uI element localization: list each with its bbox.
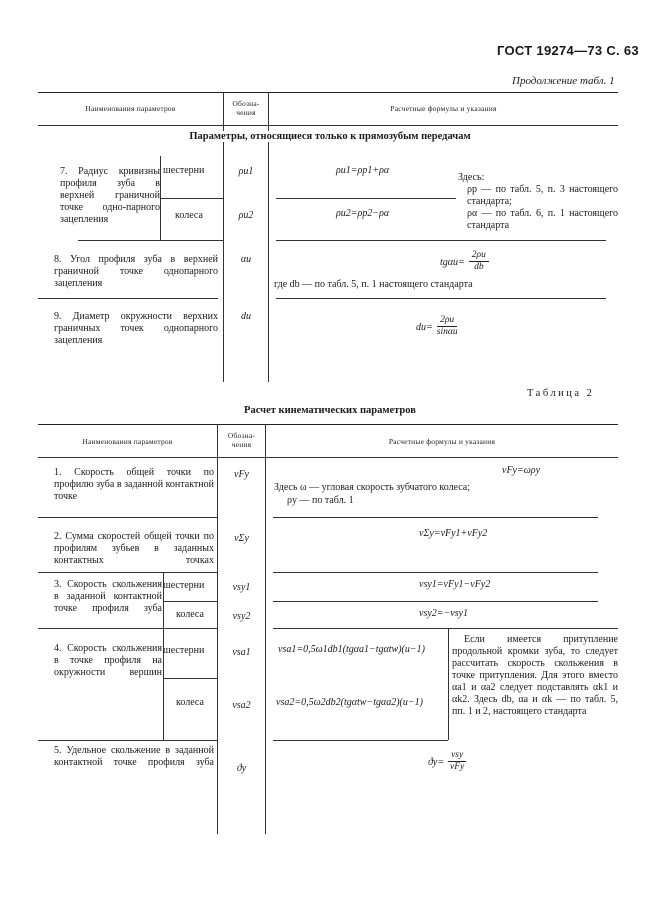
t1-row7-sub-rule — [160, 198, 223, 199]
table1-top-rule — [38, 92, 618, 93]
t1-row8-fraction — [469, 250, 489, 273]
t2-row3-sym2: vsy2 — [232, 611, 251, 622]
t2-row4-formula2: vsa2=0,5ω2db2(tgαtw−tgαa2)(u−1) — [276, 697, 423, 708]
t1-row9-name: 9. Диаметр окружности верхних граничных точек однопарного зацепления — [54, 311, 218, 346]
t2-row2-name: 2. Сумма скоростей общей точки по профилям зубьев в заданных контактных точках — [54, 531, 214, 566]
t2-row5-frac-den: vFy — [450, 762, 465, 772]
t2-row1-note2: ρy — по табл. 1 — [287, 495, 354, 506]
table2-col-formula-header: Расчетные формулы и указания — [388, 437, 496, 446]
t2-row1-bottom-rule-right — [273, 517, 598, 518]
table2-top-rule — [38, 424, 618, 425]
t1-row9-frac-num: 2ρu — [437, 315, 457, 327]
t1-row8-formula — [440, 250, 489, 273]
table1-header-rule — [38, 125, 618, 126]
table2-title: Расчет кинематических параметров — [244, 405, 416, 416]
table2-vrule-2 — [265, 424, 266, 834]
t1-row7-note-l3: ρα — по табл. 6, п. 1 настоящего стандарта — [467, 208, 618, 231]
t2-row4-name: 4. Скорость скольжения в точке профиля на окружности вершин — [54, 643, 162, 678]
t2-row3-formula2: vsy2=−vsy1 — [419, 608, 469, 619]
t2-row3-formula-rule — [273, 601, 598, 602]
t1-row8-bottom-rule — [38, 298, 218, 299]
t2-row5-formula — [428, 750, 466, 773]
t1-row8-sym: αu — [240, 254, 252, 265]
t2-row1-bottom-rule — [38, 517, 218, 518]
t1-row8-frac-num: 2ρu — [469, 250, 489, 262]
t1-row7-formula2: ρu2=ρp2−ρα — [336, 208, 390, 219]
t2-row5-sym: ϑy — [236, 763, 247, 774]
t2-row4-note-vrule — [448, 628, 449, 740]
t2-row4-formula1: vsa1=0,5ω1db1(tgαa1−tgαtw)(u−1) — [278, 644, 425, 655]
t2-row4-sub-gear: колеса — [176, 697, 204, 708]
t1-row9-formula — [416, 315, 458, 338]
table1-col-formula-header: Расчетные формулы и указания — [390, 104, 497, 113]
t1-row7-sub-pinion: шестерни — [163, 165, 205, 176]
t2-row3-sub-pinion: шестерни — [163, 580, 205, 591]
t1-row9-sym: du — [241, 311, 251, 322]
t2-row3-name: 3. Скорость скольжения в заданной контактной точке профиля зуба — [54, 579, 162, 614]
t2-row3-sub-gear: колеса — [176, 609, 204, 620]
table2-caption: Таблица 2 — [527, 388, 595, 399]
page-header: ГОСТ 19274—73 С. 63 — [497, 43, 639, 58]
table1-section-title: Параметры, относящиеся только к прямозубым передачам — [100, 131, 560, 142]
table2-header-rule — [38, 457, 618, 458]
t2-row4-bottom-rule — [38, 740, 218, 741]
t2-row3-bottom-rule — [38, 628, 218, 629]
t2-row1-sym: vFy — [234, 469, 249, 480]
t2-row5-name: 5. Удельное скольжение в заданной контактной точке профиля зуба — [54, 745, 214, 768]
t2-row1-name: 1. Скорость общей точки по профилю зуба в заданной контактной точке — [54, 467, 214, 502]
t1-row7-note-l1: Здесь: — [458, 172, 485, 183]
t1-row7-formula-rule — [276, 198, 456, 199]
t1-row7-sub-gear: колеса — [175, 210, 203, 221]
t2-row5-fraction — [448, 750, 466, 773]
t2-row3-sub-rule — [163, 601, 218, 602]
t1-row8-note: где db — по табл. 5, п. 1 настоящего стандарта — [274, 279, 473, 290]
t1-row9-formula-left: du= — [416, 322, 433, 334]
table2-col-name-header: Наименования параметров — [82, 437, 173, 446]
t1-row8-bottom-rule-right — [276, 298, 606, 299]
t1-row8-formula-left: tgαu= — [440, 257, 465, 269]
t2-row4-note: Если имеется притупление продольной кромки зуба, то следует рассчитать скорость скольжения в точке притупления. Для этого вместо αa1 и αa2 следует подставлять αk1 и αk2. Здесь db, αa и αk — по табл. 5, пп. 1 и 2, настоящего стандарта — [452, 634, 618, 717]
t2-row1-note1: Здесь ω — угловая скорость зубчатого колеса; — [274, 482, 471, 493]
t2-row2-bottom-rule-right — [273, 572, 598, 573]
t1-row7-formula1: ρu1=ρp1+ρα — [336, 165, 390, 176]
t2-row4-sub-pinion: шестерни — [163, 645, 205, 656]
t2-row4-sym2: vsa2 — [232, 700, 251, 711]
t2-row3-formula1: vsy1=vFy1−vFy2 — [419, 579, 491, 590]
t1-row7-sym2: ρu2 — [238, 210, 254, 221]
t2-row4-sym1: vsa1 — [232, 647, 251, 658]
t2-row3-sym1: vsy1 — [232, 582, 251, 593]
t2-row2-bottom-rule — [38, 572, 218, 573]
t1-row9-frac-den: sinαu — [436, 327, 458, 337]
table1-col-symbol-header: Обозна- чения — [232, 99, 260, 117]
t2-row1-formula: vFy=ωρy — [502, 465, 541, 476]
t1-row7-sym1: ρu1 — [238, 166, 254, 177]
table2-col-symbol-header: Обозна- чения — [227, 431, 256, 449]
t1-row9-fraction — [437, 315, 458, 338]
t2-row5-frac-num: vsy — [448, 750, 466, 762]
t1-row8-frac-den: db — [474, 262, 484, 272]
t2-row2-formula: vΣy=vFy1+vFy2 — [419, 528, 488, 539]
t2-row5-formula-left: ϑy= — [428, 757, 445, 769]
t1-row7-bottom-rule — [78, 240, 223, 241]
table1-col-name-header: Наименования параметров — [85, 104, 176, 113]
t1-row8-name: 8. Угол профиля зуба в верхней граничной точке однопарного зацепления — [54, 254, 218, 289]
t2-row3-bottom-rule-right — [273, 628, 618, 629]
continuation-label: Продолжение табл. 1 — [512, 75, 615, 87]
t2-row2-sym: vΣy — [234, 533, 249, 544]
t1-row7-note-l2: ρp — по табл. 5, п. 3 настоящего стандарта; — [467, 184, 618, 207]
t1-row7-bottom-rule-right — [276, 240, 606, 241]
t2-row4-bottom-rule-right — [273, 740, 448, 741]
t1-row7-name: 7. Радиус кривизны профиля зуба в верхней граничной точке одно-парного зацепления — [60, 166, 160, 225]
t2-row4-sub-rule — [163, 678, 218, 679]
